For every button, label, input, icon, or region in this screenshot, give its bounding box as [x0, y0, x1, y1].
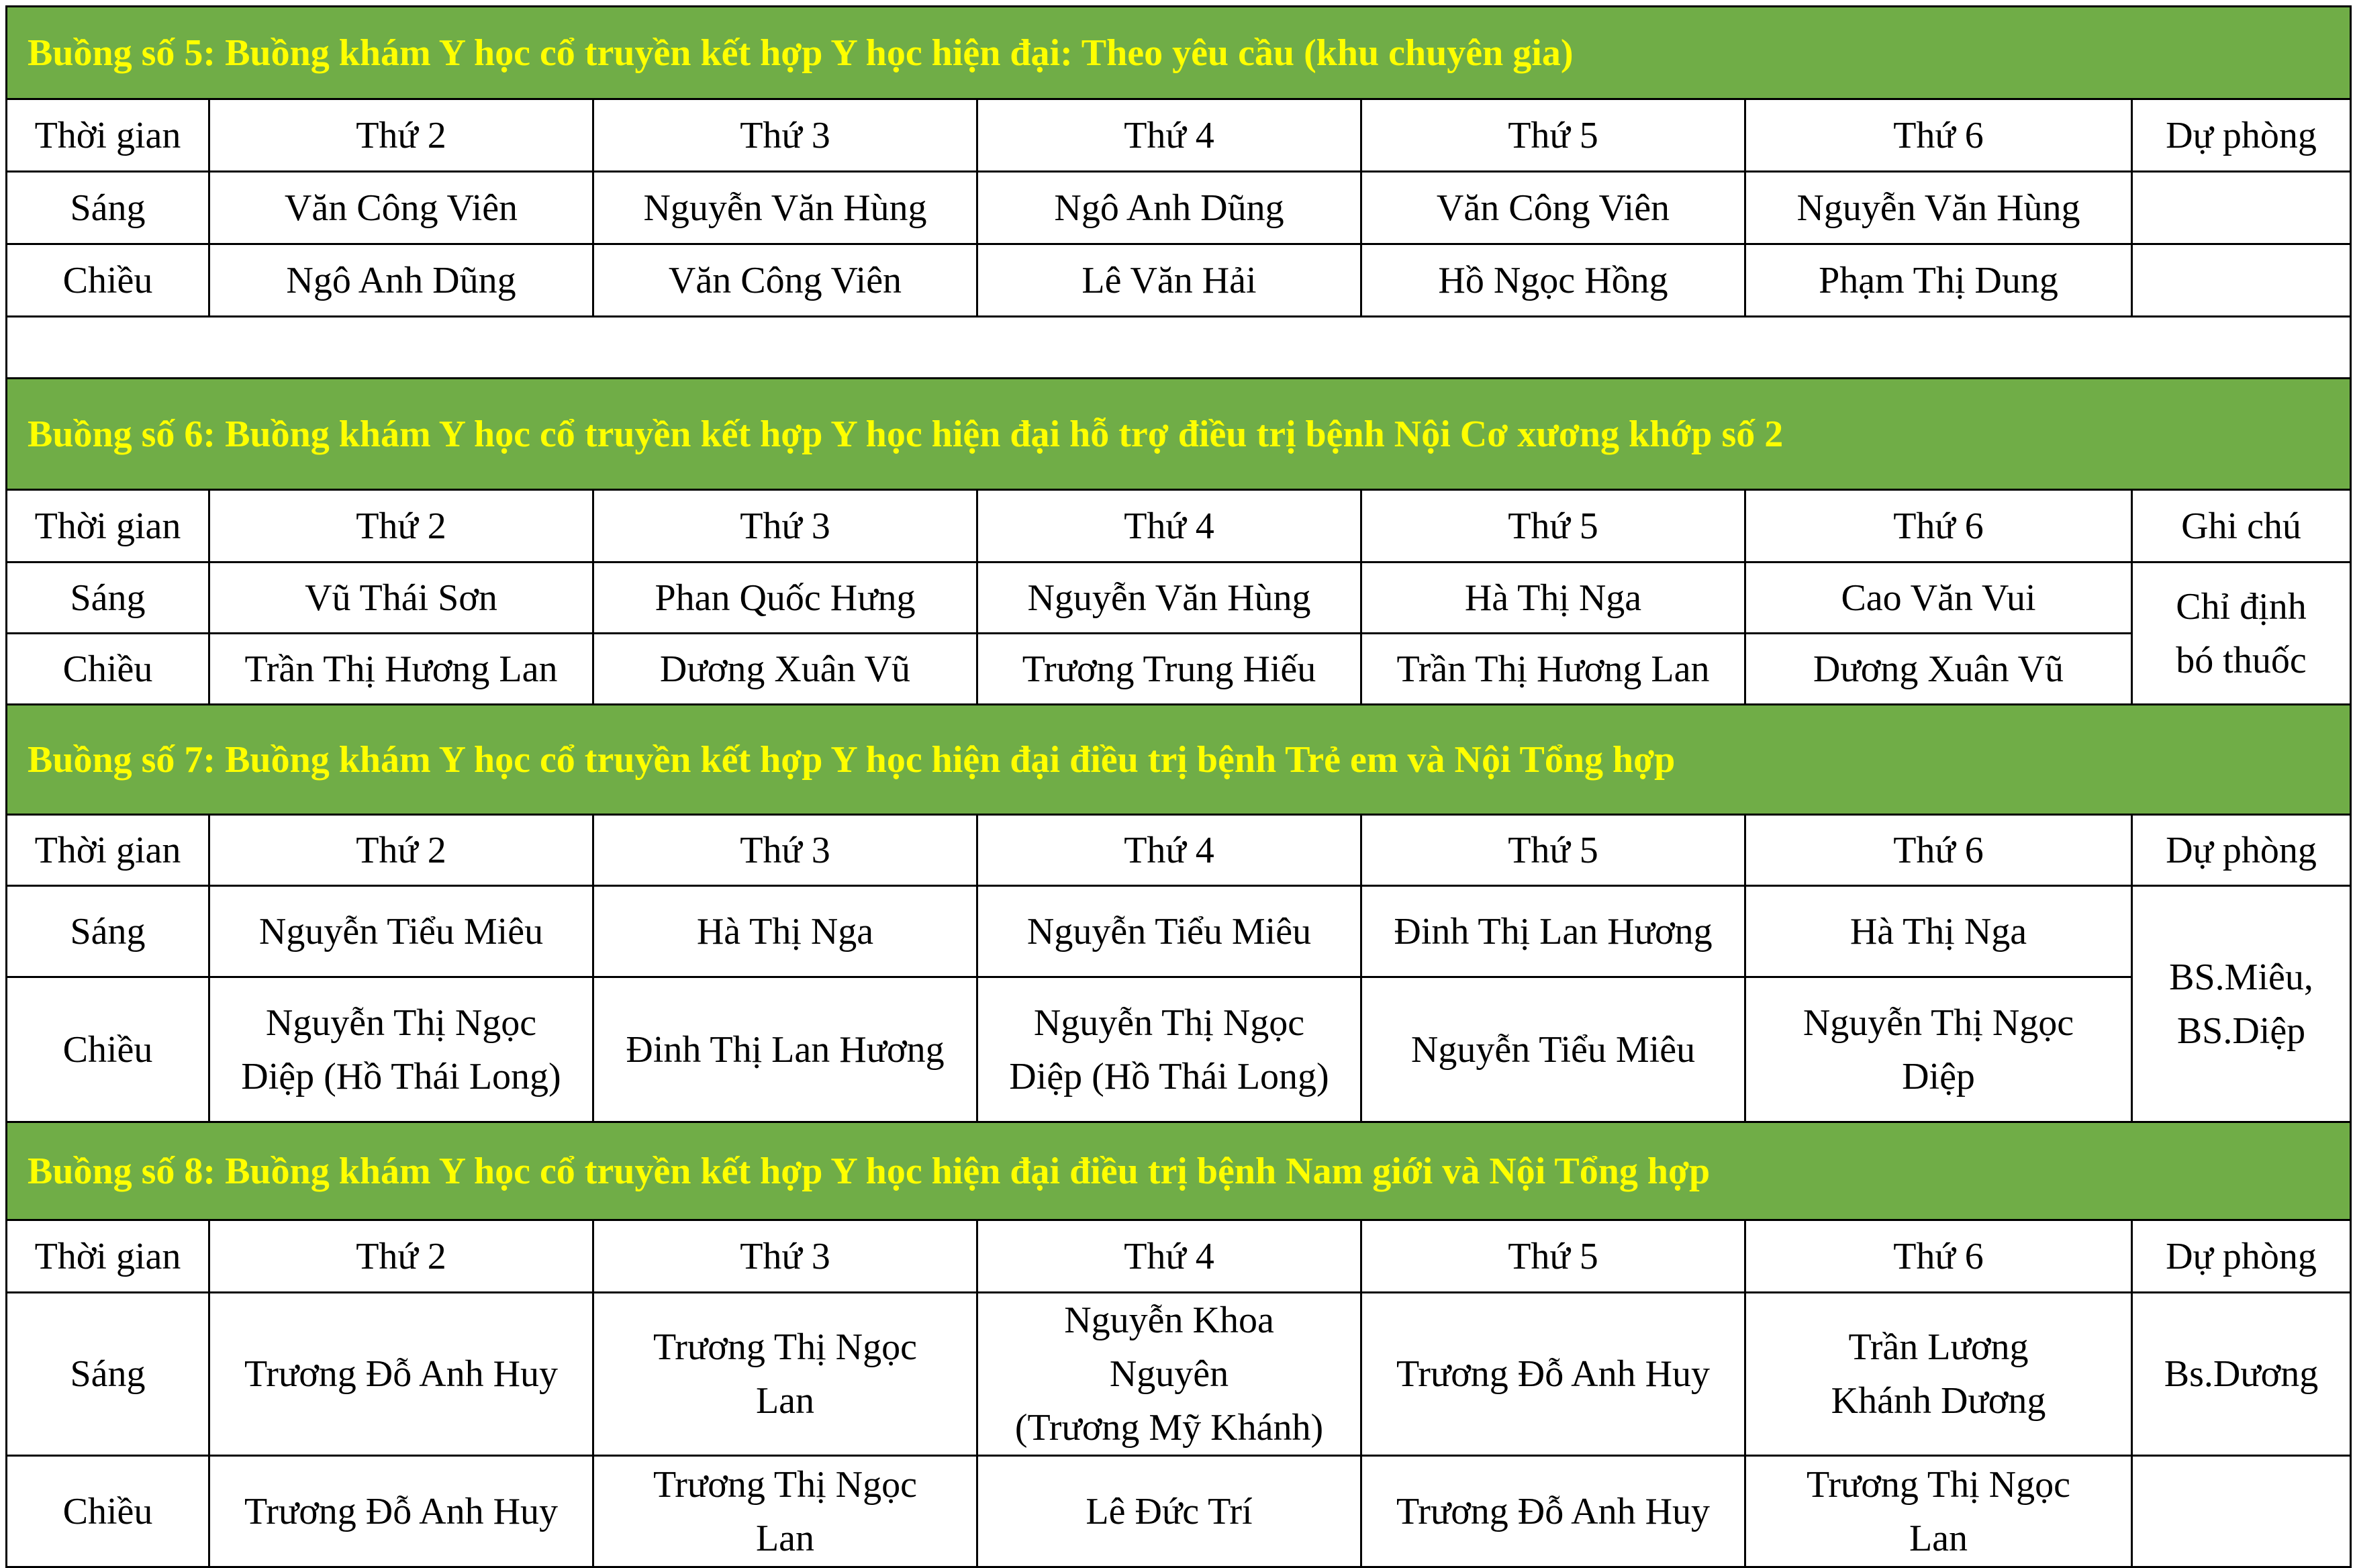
doctor-cell: Văn Công Viên: [1361, 172, 1745, 244]
doctor-cell: Đinh Thị Lan Hương: [1361, 886, 1745, 977]
doctor-cell: Trương Thị Ngọc Lan: [1745, 1456, 2132, 1567]
period-afternoon: Chiều: [7, 244, 209, 317]
header-day: Thứ 2: [209, 490, 593, 562]
header-day: Thứ 2: [209, 99, 593, 172]
period-afternoon: Chiều: [7, 1456, 209, 1567]
doctor-cell: Nguyễn Thị Ngọc Diệp (Hồ Thái Long): [977, 977, 1361, 1122]
room-8-morning-row: [7, 1293, 2351, 1456]
doctor-cell: Đinh Thị Lan Hương: [593, 977, 977, 1122]
doctor-cell: Trương Trung Hiếu: [977, 634, 1361, 705]
header-day: Thứ 5: [1361, 99, 1745, 172]
room-6-morning-row: [7, 562, 2351, 634]
room-7-title: Buồng số 7: Buồng khám Y học cổ truyền kết hợp Y học hiện đại điều trị bệnh Trẻ em và Nội Tổng hợp: [7, 705, 2351, 815]
doctor-cell: Hồ Ngọc Hồng: [1361, 244, 1745, 317]
doctor-cell: Nguyễn Tiểu Miêu: [209, 886, 593, 977]
header-day: Thứ 3: [593, 1220, 977, 1293]
doctor-cell: Cao Văn Vui: [1745, 562, 2132, 634]
doctor-cell: Ngô Anh Dũng: [209, 244, 593, 317]
doctor-cell: Trương Đỗ Anh Huy: [1361, 1456, 1745, 1567]
room-5-header-row: [7, 99, 2351, 172]
room-6-header-row: [7, 490, 2351, 562]
room-5-title-row: [7, 7, 2351, 99]
header-day: Thứ 4: [977, 490, 1361, 562]
schedule-body: [7, 7, 2351, 1567]
header-time: Thời gian: [7, 1220, 209, 1293]
doctor-cell: Trương Đỗ Anh Huy: [1361, 1293, 1745, 1456]
reserve-cell: [2132, 172, 2351, 244]
period-morning: Sáng: [7, 562, 209, 634]
header-day: Thứ 6: [1745, 1220, 2132, 1293]
period-afternoon: Chiều: [7, 977, 209, 1122]
doctor-cell: Nguyễn Thị Ngọc Diệp (Hồ Thái Long): [209, 977, 593, 1122]
doctor-cell: Hà Thị Nga: [1745, 886, 2132, 977]
reserve-cell: Bs.Dương: [2132, 1293, 2351, 1456]
doctor-cell: Hà Thị Nga: [1361, 562, 1745, 634]
room-7-afternoon-row: [7, 977, 2351, 1122]
header-time: Thời gian: [7, 815, 209, 886]
header-reserve: Dự phòng: [2132, 1220, 2351, 1293]
doctor-cell: Nguyễn Tiểu Miêu: [977, 886, 1361, 977]
doctor-cell: Ngô Anh Dũng: [977, 172, 1361, 244]
room-5-morning-row: [7, 172, 2351, 244]
doctor-cell: Hà Thị Nga: [593, 886, 977, 977]
header-note: Ghi chú: [2132, 490, 2351, 562]
reserve-cell: [2132, 1456, 2351, 1567]
doctor-cell: Phạm Thị Dung: [1745, 244, 2132, 317]
room-8-afternoon-row: [7, 1456, 2351, 1567]
spacer-cell: [7, 317, 2351, 379]
doctor-cell: Văn Công Viên: [209, 172, 593, 244]
reserve-cell: [2132, 244, 2351, 317]
room-8-title: Buồng số 8: Buồng khám Y học cổ truyền kết hợp Y học hiện đại điều trị bệnh Nam giới và Nội Tổng hợp: [7, 1122, 2351, 1220]
doctor-cell: Dương Xuân Vũ: [1745, 634, 2132, 705]
note-cell: Chỉ định bó thuốc: [2132, 562, 2351, 705]
doctor-cell: Phan Quốc Hưng: [593, 562, 977, 634]
doctor-cell: Nguyễn Văn Hùng: [977, 562, 1361, 634]
header-day: Thứ 6: [1745, 490, 2132, 562]
room-6-title: Buồng số 6: Buồng khám Y học cổ truyền kết hợp Y học hiện đại hỗ trợ điều trị bệnh Nội Cơ xương khớp số 2: [7, 379, 2351, 490]
header-day: Thứ 6: [1745, 815, 2132, 886]
header-day: Thứ 5: [1361, 815, 1745, 886]
header-day: Thứ 4: [977, 99, 1361, 172]
doctor-cell: Trương Đỗ Anh Huy: [209, 1456, 593, 1567]
room-7-title-row: [7, 705, 2351, 815]
header-day: Thứ 2: [209, 1220, 593, 1293]
doctor-cell: Trương Thị Ngọc Lan: [593, 1293, 977, 1456]
header-day: Thứ 6: [1745, 99, 2132, 172]
header-day: Thứ 3: [593, 490, 977, 562]
doctor-cell: Nguyễn Khoa Nguyên (Trương Mỹ Khánh): [977, 1293, 1361, 1456]
doctor-cell: Văn Công Viên: [593, 244, 977, 317]
doctor-cell: Trần Lương Khánh Dương: [1745, 1293, 2132, 1456]
room-6-afternoon-row: [7, 634, 2351, 705]
header-reserve: Dự phòng: [2132, 99, 2351, 172]
spacer-row: [7, 317, 2351, 379]
schedule-table: [5, 5, 2352, 1568]
header-day: Thứ 5: [1361, 490, 1745, 562]
header-day: Thứ 3: [593, 815, 977, 886]
doctor-cell: Dương Xuân Vũ: [593, 634, 977, 705]
period-morning: Sáng: [7, 172, 209, 244]
doctor-cell: Trương Đỗ Anh Huy: [209, 1293, 593, 1456]
header-day: Thứ 4: [977, 1220, 1361, 1293]
doctor-cell: Trần Thị Hương Lan: [1361, 634, 1745, 705]
room-5-afternoon-row: [7, 244, 2351, 317]
room-7-morning-row: [7, 886, 2351, 977]
doctor-cell: Trần Thị Hương Lan: [209, 634, 593, 705]
doctor-cell: Lê Văn Hải: [977, 244, 1361, 317]
room-7-header-row: [7, 815, 2351, 886]
doctor-cell: Trương Thị Ngọc Lan: [593, 1456, 977, 1567]
header-time: Thời gian: [7, 490, 209, 562]
doctor-cell: Nguyễn Tiểu Miêu: [1361, 977, 1745, 1122]
header-day: Thứ 3: [593, 99, 977, 172]
reserve-cell: BS.Miêu, BS.Diệp: [2132, 886, 2351, 1122]
header-day: Thứ 2: [209, 815, 593, 886]
header-day: Thứ 5: [1361, 1220, 1745, 1293]
room-8-header-row: [7, 1220, 2351, 1293]
doctor-cell: Nguyễn Văn Hùng: [593, 172, 977, 244]
period-afternoon: Chiều: [7, 634, 209, 705]
header-reserve: Dự phòng: [2132, 815, 2351, 886]
room-6-title-row: [7, 379, 2351, 490]
header-time: Thời gian: [7, 99, 209, 172]
doctor-cell: Vũ Thái Sơn: [209, 562, 593, 634]
doctor-cell: Nguyễn Văn Hùng: [1745, 172, 2132, 244]
period-morning: Sáng: [7, 1293, 209, 1456]
period-morning: Sáng: [7, 886, 209, 977]
room-8-title-row: [7, 1122, 2351, 1220]
doctor-cell: Nguyễn Thị Ngọc Diệp: [1745, 977, 2132, 1122]
doctor-cell: Lê Đức Trí: [977, 1456, 1361, 1567]
room-5-title: Buồng số 5: Buồng khám Y học cổ truyền kết hợp Y học hiện đại: Theo yêu cầu (khu chuyên gia): [7, 7, 2351, 99]
header-day: Thứ 4: [977, 815, 1361, 886]
